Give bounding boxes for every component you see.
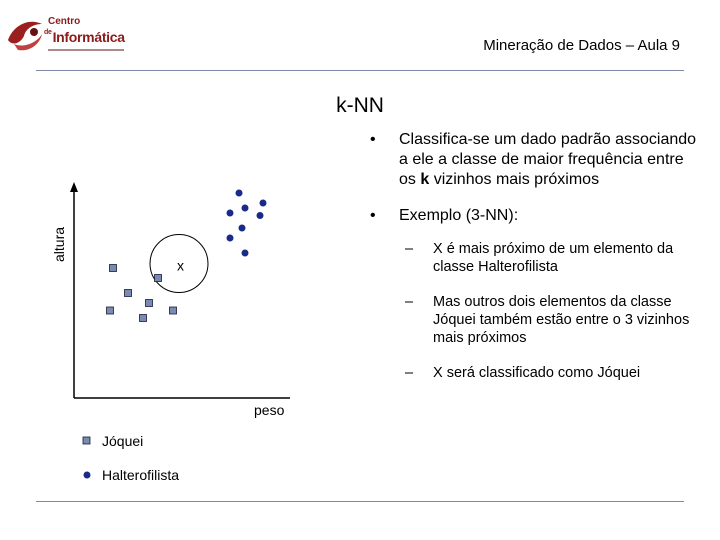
subbullet-item: – Mas outros dois elementos da classe Jóquei também estão entre o 3 vizinhos mais próximos [368, 293, 698, 347]
joquei-point [170, 307, 177, 314]
legend-label-joquei: Jóquei [102, 433, 144, 449]
y-axis-label: altura [51, 226, 67, 262]
halterofilista-point [239, 225, 246, 232]
legend-marker-halterofilista [84, 472, 91, 479]
slide-title: k-NN [336, 94, 384, 117]
bullet-item: • Exemplo (3-NN): [368, 206, 698, 226]
course-title: Mineração de Dados – Aula 9 [483, 37, 680, 54]
joquei-point [125, 290, 132, 297]
joquei-point [155, 275, 162, 282]
logo-line2-prefix: de [44, 29, 52, 36]
halterofilista-point [236, 190, 243, 197]
joquei-point [140, 315, 147, 322]
halterofilista-point [260, 200, 267, 207]
joquei-point [146, 300, 153, 307]
query-point-label: x [177, 257, 184, 274]
subbullet-item: – X é mais próximo de um elemento da classe Halterofilista [368, 240, 698, 276]
legend-marker-joquei [83, 437, 90, 444]
joquei-point [110, 265, 117, 272]
y-axis-arrow [70, 182, 78, 192]
halterofilista-point [257, 212, 264, 219]
halterofilista-point [242, 205, 249, 212]
subbullet-item: – X será classificado como Jóquei [368, 364, 698, 382]
joquei-point [107, 307, 114, 314]
bullet-text-bold: k [420, 171, 430, 188]
logo-line2-text: Informática [52, 29, 125, 45]
bullet-text-b: vizinhos mais próximos [429, 171, 600, 188]
halterofilista-point [227, 235, 234, 242]
bullet-text-a: Classifica-se um dado padrão associando a ele a classe de maior frequência entre os [399, 131, 697, 188]
legend-label-halterofilista: Halterofilista [102, 467, 180, 483]
x-axis-label: peso [254, 402, 285, 418]
halterofilista-point [242, 250, 249, 257]
footer-divider [36, 501, 684, 502]
halterofilista-point [227, 210, 234, 217]
logo-line1: Centro [48, 16, 81, 27]
